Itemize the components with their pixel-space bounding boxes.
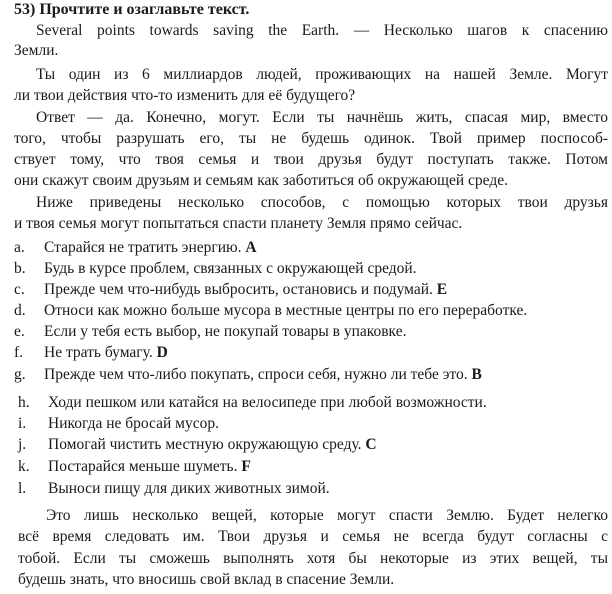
- item-code: B: [471, 366, 482, 383]
- item-text: Помогай чистить местную окружающую среду.: [48, 436, 362, 453]
- conclusion-line-3: тобой. Если ты сможешь выполнять хотя бы некоторые из этих вещей, ты: [18, 550, 608, 567]
- item-code: E: [436, 281, 448, 298]
- below-line-2: и твоя семья могут попытаться спасти планету Земля прямо сейчас.: [14, 215, 463, 232]
- answer-line-1: Ответ — да. Конечно, могут. Если ты начнёшь жить, спасая мир, вместо: [36, 109, 608, 126]
- question-line-2: ли твои действия что-то изменить для её будущего?: [14, 87, 356, 104]
- below-line-1: Ниже приведены несколько способов, с помощью которых твои друзья: [36, 194, 608, 211]
- item-marker: l.: [18, 480, 27, 497]
- conclusion-line-4: будешь знать, что вносишь свой вклад в спасение Земли.: [18, 571, 395, 588]
- item-text: Будь в курсе проблем, связанных с окружающей средой.: [44, 260, 417, 277]
- item-marker: f.: [14, 344, 24, 361]
- item-text: Относи как можно больше мусора в местные центры по его переработке.: [44, 302, 528, 319]
- item-marker: a.: [14, 239, 25, 256]
- exercise-heading: 53) Прочтите и озаглавьте текст.: [14, 1, 250, 18]
- item-text: Никогда не бросай мусор.: [48, 415, 219, 432]
- item-text: Ходи пешком или катайся на велосипеде при любой возможности.: [48, 394, 487, 411]
- item-text: Прежде чем что-либо покупать, спроси себя, нужно ли тебе это.: [44, 366, 468, 383]
- conclusion-line-2: всё время следовать им. Твои друзья и семья не всегда будут согласны с: [18, 528, 608, 545]
- item-text: Постарайся меньше шуметь.: [48, 458, 238, 475]
- item-marker: k.: [18, 458, 30, 475]
- item-marker: e.: [14, 323, 25, 340]
- item-marker: c.: [14, 281, 25, 298]
- item-marker: i.: [18, 415, 27, 432]
- intro-line-1: Several points towards saving the Earth. — Несколько шагов к спасению: [36, 22, 608, 39]
- intro-line-2: Земли.: [14, 42, 59, 59]
- answer-line-3: ствует тому, что твоя семья и твои друзья будут поступать также. Потом: [14, 151, 608, 168]
- answer-line-4: они скажут своим друзьям и семьям как заботиться об окружающей среде.: [14, 172, 508, 189]
- item-marker: d.: [14, 302, 26, 319]
- item-code: A: [245, 239, 257, 256]
- item-text: Выноси пищу для диких животных зимой.: [48, 480, 330, 497]
- item-text: Старайся не тратить энергию.: [44, 239, 242, 256]
- question-line-1: Ты один из 6 миллиардов людей, проживающих на нашей Земле. Могут: [36, 66, 608, 83]
- item-code: F: [241, 458, 251, 475]
- item-marker: g.: [14, 366, 26, 383]
- answer-line-2: того, чтобы разрушать его, ты не будешь одинок. Твой пример поспособ-: [14, 130, 608, 147]
- item-text: Если у тебя есть выбор, не покупай товары в упаковке.: [44, 323, 407, 340]
- item-code: C: [365, 436, 377, 453]
- item-marker: h.: [18, 394, 30, 411]
- item-marker: b.: [14, 260, 26, 277]
- item-marker: j.: [18, 436, 27, 453]
- item-text: Прежде чем что-нибудь выбросить, остановись и подумай.: [44, 281, 433, 298]
- conclusion-line-1: Это лишь несколько вещей, которые могут спасти Землю. Будет нелегко: [46, 507, 608, 524]
- item-code: D: [156, 344, 168, 361]
- item-text: Не трать бумагу.: [44, 344, 153, 361]
